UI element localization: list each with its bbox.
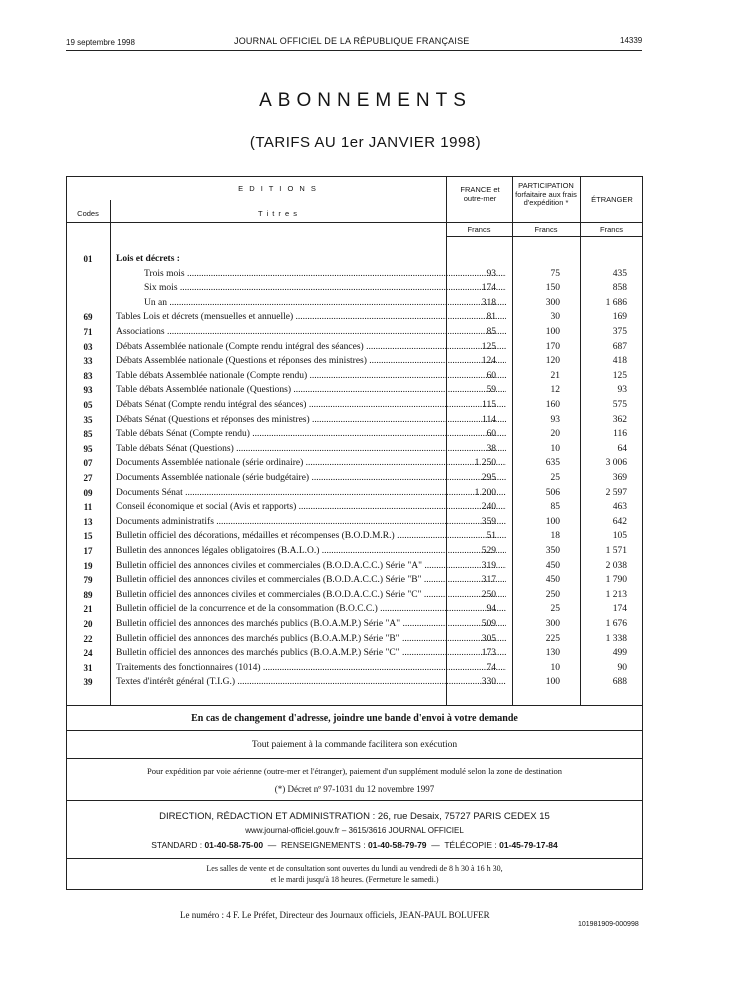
row-value-france: 529: [481, 546, 496, 556]
header-page-number: 14339: [620, 36, 643, 45]
row-value-etr: 575: [612, 400, 627, 410]
row-title: Tables Lois et décrets (mensuelles et annuelle) .....: [116, 312, 506, 322]
page-subtitle: (TARIFS AU 1er JANVIER 1998): [249, 134, 482, 151]
row-code: 09: [83, 487, 93, 498]
row-title: Bulletin officiel des annonces des marchés publics (B.O.A.M.P.) Série "A" .....: [116, 619, 506, 629]
row-title: Un an .....: [144, 298, 506, 308]
row-title: Bulletin officiel des annonces civiles et commerciales (B.O.D.A.C.C.) Série "C" .....: [116, 590, 506, 600]
row-code: 39: [83, 677, 93, 688]
row-value-france: 1 200: [474, 487, 496, 498]
row-value-part: 150: [545, 283, 560, 294]
row-code: 27: [83, 473, 93, 483]
row-code: 19: [83, 560, 93, 571]
row-value-part: 18: [550, 531, 560, 542]
row-value-part: 350: [545, 546, 560, 556]
standard-number: 01-40-58-75-00: [204, 840, 264, 850]
table-row: [66, 415, 643, 429]
row-value-etr: 174: [612, 604, 627, 615]
row-value-part: 75: [550, 268, 560, 279]
table-row: [66, 327, 643, 341]
row-value-france: 250: [481, 589, 496, 600]
row-value-etr: 2 038: [605, 560, 627, 571]
header-rule: [66, 50, 642, 51]
row-value-etr: 1 790: [605, 575, 627, 586]
table-row: [66, 634, 643, 648]
row-value-france: 85: [486, 327, 496, 337]
row-value-etr: 3 006: [605, 458, 627, 469]
table-row: [66, 604, 643, 618]
row-title: Débats Assemblée nationale (Questions et réponses des ministres) .....: [116, 356, 506, 366]
titres-header: T i t r e s: [257, 209, 299, 218]
table-row: [66, 356, 643, 370]
row-code: 35: [83, 414, 93, 425]
row-value-france: 359: [481, 516, 496, 527]
row-value-part: 100: [545, 327, 560, 337]
payment-note: Tout paiement à la commande facilitera son exécution: [251, 740, 458, 750]
table-row: [66, 473, 643, 487]
row-code: 17: [83, 546, 93, 556]
row-code: 03: [83, 341, 93, 352]
row-code: 21: [83, 604, 93, 615]
row-title: Conseil économique et social (Avis et rapports) .....: [116, 502, 506, 512]
row-code: 33: [83, 356, 93, 367]
address-change-note: En cas de changement d'adresse, joindre une bande d'envoi à votre demande: [191, 713, 518, 724]
row-value-etr: 688: [612, 677, 627, 688]
table-row: [66, 458, 643, 472]
row-title: Bulletin officiel des annonces des marchés publics (B.O.A.M.P.) Série "B" .....: [116, 634, 506, 644]
decree-note: (*) Décret nº 97-1031 du 12 novembre 1997: [274, 784, 435, 794]
row-value-part: 12: [550, 385, 560, 396]
row-value-part: 160: [545, 400, 560, 410]
row-value-france: 38: [486, 443, 496, 454]
row-value-etr: 375: [612, 327, 627, 337]
table-row: [66, 561, 643, 575]
row-value-part: 30: [550, 312, 560, 323]
row-value-etr: 64: [617, 443, 627, 454]
print-code: 101981909-000998: [578, 921, 639, 928]
row-value-etr: 1 213: [605, 589, 627, 600]
row-title: Table débats Assemblée nationale (Questions) .....: [116, 385, 506, 395]
row-value-part: 85: [550, 502, 560, 513]
row-code: 83: [83, 370, 93, 381]
row-title: Débats Sénat (Questions et réponses des ministres) .....: [116, 415, 506, 425]
row-value-part: 100: [545, 516, 560, 527]
row-value-etr: 105: [612, 531, 627, 542]
row-value-france: 74: [486, 662, 496, 673]
row-value-etr: 90: [617, 662, 627, 673]
table-row: [66, 531, 643, 545]
row-value-etr: 362: [612, 414, 627, 425]
row-value-part: 250: [545, 589, 560, 600]
table-row: [66, 298, 643, 312]
row-value-part: 450: [545, 575, 560, 586]
row-title: Trois mois .....: [144, 269, 506, 279]
web-address: www.journal-officiel.gouv.fr – 3615/3616 JOURNAL OFFICIEL: [245, 826, 464, 835]
row-title: Bulletin des annonces légales obligatoires (B.A.L.O.) .....: [116, 546, 506, 556]
table-row: [66, 371, 643, 385]
row-value-france: 93: [486, 268, 496, 279]
row-value-etr: 93: [617, 385, 627, 396]
row-value-france: 115: [482, 400, 496, 410]
row-value-france: 125: [481, 341, 496, 352]
row-code: 20: [83, 619, 93, 629]
row-value-france: 173: [481, 648, 496, 659]
row-value-etr: 642: [612, 516, 627, 527]
row-value-etr: 169: [612, 312, 627, 323]
table-row: [66, 619, 643, 633]
row-value-part: 93: [550, 414, 560, 425]
notes-rule-4: [66, 858, 643, 859]
france-header: FRANCE et outre-mer: [460, 185, 500, 203]
row-value-part: 635: [545, 458, 560, 469]
row-value-etr: 2 597: [605, 487, 627, 498]
row-value-part: 20: [550, 429, 560, 440]
row-value-etr: 1 686: [605, 297, 627, 308]
etranger-unit: Francs: [600, 225, 623, 234]
row-code: 24: [83, 648, 93, 659]
row-value-part: 25: [550, 604, 560, 615]
row-code: 95: [83, 443, 93, 454]
row-value-etr: 418: [612, 356, 627, 367]
row-value-part: 170: [545, 341, 560, 352]
air-mail-note: Pour expédition par voie aérienne (outre-mer et l'étranger), paiement d'un supplément modulé selon la zone de destination: [147, 766, 562, 776]
table-row: [66, 269, 643, 283]
row-code: 71: [83, 327, 93, 337]
row-title: Bulletin officiel des annonces civiles et commerciales (B.O.D.A.C.C.) Série "A" .....: [116, 561, 506, 571]
row-value-france: 1 250: [474, 458, 496, 469]
row-title: Débats Sénat (Compte rendu intégral des séances) .....: [116, 400, 506, 410]
row-code: 79: [83, 575, 93, 586]
table-row: [66, 575, 643, 589]
table-header-rule: [66, 222, 643, 223]
standard-label: STANDARD :: [151, 840, 203, 850]
table-row: [66, 546, 643, 560]
row-code: 05: [83, 400, 93, 410]
row-value-france: 318: [481, 297, 496, 308]
row-value-france: 124: [481, 356, 496, 367]
row-title: Bulletin officiel des annonces des marchés publics (B.O.A.M.P.) Série "C" .....: [116, 648, 506, 658]
row-value-france: 51: [486, 531, 496, 542]
row-value-france: 295: [481, 473, 496, 483]
row-value-france: 319: [481, 560, 496, 571]
row-value-part: 10: [550, 662, 560, 673]
row-value-france: 330: [481, 677, 496, 688]
row-value-part: 300: [545, 619, 560, 629]
codes-header: Codes: [77, 209, 99, 218]
row-title: Lois et décrets :: [116, 254, 180, 264]
row-title: Table débats Assemblée nationale (Compte rendu) .....: [116, 371, 506, 381]
row-code: 01: [83, 254, 93, 264]
notes-box: [66, 706, 643, 890]
row-code: 11: [83, 502, 93, 513]
salles-line-2: et le mardi jusqu'à 18 heures. (Fermeture le samedi.): [270, 875, 439, 884]
row-value-etr: 1 571: [605, 546, 627, 556]
row-value-france: 114: [482, 414, 496, 425]
row-value-france: 59: [486, 385, 496, 396]
table-row: [66, 429, 643, 443]
etranger-header: ÉTRANGER: [591, 195, 633, 204]
row-title: Bulletin officiel des décorations, médailles et récompenses (B.O.D.M.R.) .....: [116, 531, 506, 541]
row-title: Documents Assemblée nationale (série budgétaire) .....: [116, 473, 506, 483]
table-row: [66, 312, 643, 326]
renseignements-label: RENSEIGNEMENTS :: [281, 840, 366, 850]
row-value-etr: 1 338: [605, 633, 627, 644]
row-title: Associations .....: [116, 327, 506, 337]
row-title: Table débats Sénat (Compte rendu) .....: [116, 429, 506, 439]
row-code: 31: [83, 662, 93, 673]
row-title: Documents Sénat .....: [116, 488, 506, 498]
row-value-etr: 858: [612, 283, 627, 294]
telecopie-label: TÉLÉCOPIE :: [444, 840, 497, 850]
row-code: 85: [83, 429, 93, 440]
row-value-part: 120: [545, 356, 560, 367]
row-value-part: 130: [545, 648, 560, 659]
row-code: 07: [83, 458, 93, 469]
row-value-etr: 1 676: [605, 619, 627, 629]
row-value-etr: 499: [612, 648, 627, 659]
row-title: Bulletin officiel de la concurrence et de la consommation (B.O.C.C.) .....: [116, 604, 506, 614]
row-code: 13: [83, 516, 93, 527]
table-row: [66, 502, 643, 516]
row-value-france: 240: [481, 502, 496, 513]
phone-line: STANDARD : 01-40-58-75-00 — RENSEIGNEMENTS : 01-40-58-79-79 — TÉLÉCOPIE : 01-45-79-17-84: [151, 840, 558, 850]
notes-rule-1: [66, 730, 643, 731]
row-value-part: 506: [545, 487, 560, 498]
row-title: Table débats Sénat (Questions) .....: [116, 444, 506, 454]
row-value-france: 509: [481, 619, 496, 629]
salles-line-1: Les salles de vente et de consultation sont ouvertes du lundi au vendredi de 8 h 30 à 16 h 30,: [206, 864, 503, 873]
table-row: [66, 400, 643, 414]
row-title: Textes d'intérêt général (T.I.G.) .....: [116, 677, 506, 687]
row-value-etr: 435: [612, 268, 627, 279]
row-value-france: 60: [486, 429, 496, 440]
row-value-part: 450: [545, 560, 560, 571]
table-row: [66, 444, 643, 458]
row-title: Bulletin officiel des annonces civiles et commerciales (B.O.D.A.C.C.) Série "B" .....: [116, 575, 506, 585]
table-row: [66, 488, 643, 502]
row-value-france: 60: [486, 370, 496, 381]
row-value-part: 10: [550, 443, 560, 454]
row-value-france: 305: [481, 633, 496, 644]
row-value-etr: 463: [612, 502, 627, 513]
row-code: 93: [83, 385, 93, 396]
row-value-france: 81: [486, 312, 496, 323]
telecopie-number: 01-45-79-17-84: [499, 840, 558, 850]
table-row: [66, 342, 643, 356]
row-title: Six mois .....: [144, 283, 506, 293]
row-code: 22: [83, 633, 93, 644]
row-title: Documents administratifs .....: [116, 517, 506, 527]
row-value-etr: 125: [612, 370, 627, 381]
renseignements-number: 01-40-58-79-79: [367, 840, 427, 850]
participation-unit: Francs: [534, 225, 558, 234]
row-value-france: 317: [481, 575, 496, 586]
row-value-part: 100: [545, 677, 560, 688]
row-value-france: 94: [486, 604, 496, 615]
row-value-france: 174: [481, 283, 496, 294]
header-date: 19 septembre 1998: [66, 38, 135, 47]
row-title: Débats Assemblée nationale (Compte rendu intégral des séances) .....: [116, 342, 506, 352]
row-title: Traitements des fonctionnaires (1014) .....: [116, 663, 506, 673]
row-value-part: 25: [550, 473, 560, 483]
units-rule: [446, 236, 643, 237]
row-title: Documents Assemblée nationale (série ordinaire) .....: [116, 458, 506, 468]
row-value-etr: 116: [613, 429, 627, 440]
editions-header: E D I T I O N S: [238, 184, 318, 193]
row-value-etr: 369: [612, 473, 627, 483]
table-row: [66, 517, 643, 531]
notes-rule-3: [66, 800, 643, 801]
issue-price-line: Le numéro : 4 F. Le Préfet, Directeur des Journaux officiels, JEAN-PAUL BOLUFER: [180, 910, 490, 920]
table-row: [66, 648, 643, 662]
row-value-part: 21: [550, 370, 560, 381]
direction-address: DIRECTION, RÉDACTION ET ADMINISTRATION : 26, rue Desaix, 75727 PARIS CEDEX 15: [159, 811, 550, 822]
row-code: 15: [83, 531, 93, 542]
page-title: ABONNEMENTS: [259, 90, 472, 111]
table-row: [66, 283, 643, 297]
table-row: [66, 590, 643, 604]
table-row: [66, 385, 643, 399]
row-code: 69: [83, 312, 93, 323]
table-row: [66, 254, 643, 268]
header-journal-title: JOURNAL OFFICIEL DE LA RÉPUBLIQUE FRANÇAISE: [234, 36, 470, 46]
row-value-part: 300: [545, 297, 560, 308]
row-code: 89: [83, 589, 93, 600]
table-row: [66, 663, 643, 677]
table-row: [66, 677, 643, 691]
notes-rule-2: [66, 758, 643, 759]
row-value-etr: 687: [612, 341, 627, 352]
row-value-part: 225: [545, 633, 560, 644]
participation-header: PARTICIPATION forfaitaire aux frais d'expédition *: [515, 181, 577, 207]
france-unit: Francs: [467, 225, 491, 234]
